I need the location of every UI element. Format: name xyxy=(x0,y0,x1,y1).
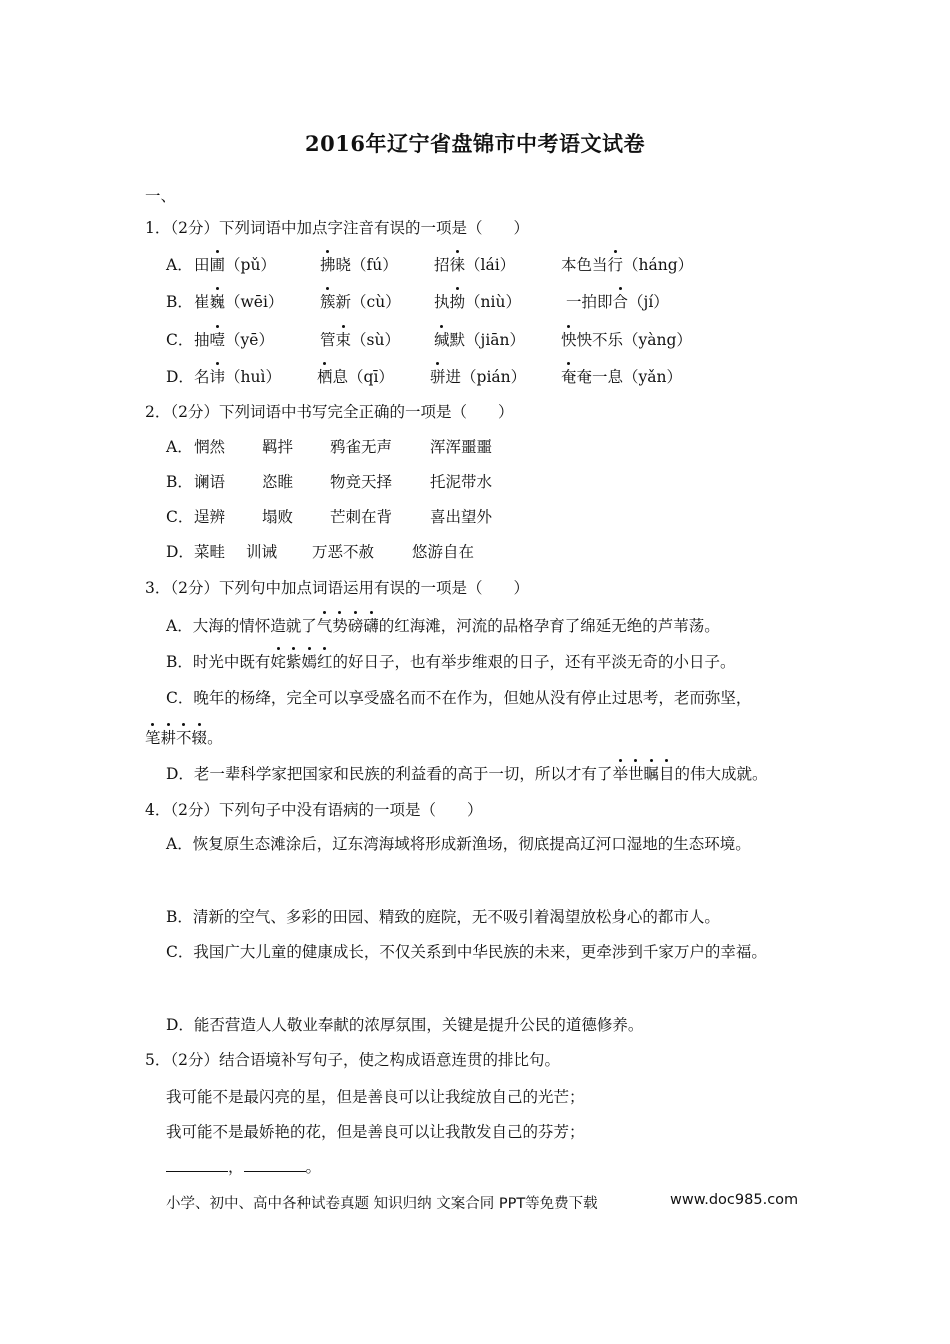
q3-a-pre: A．大海的情怀造就了 xyxy=(166,617,317,635)
q3-b-post: 的好日子，也有举步维艰的日子，还有平淡无奇的小日子。 xyxy=(332,653,736,671)
q1-option-c-word3: 缄默（jiān） xyxy=(434,331,526,349)
q1-option-b-word4: 一拍即合（jí） xyxy=(566,293,669,311)
section-heading: 一、 xyxy=(145,187,177,205)
q3-c-post: 。 xyxy=(207,729,223,747)
q3-option-c-continued xyxy=(145,728,223,748)
q2-option-a-word4: 浑浑噩噩 xyxy=(430,438,493,456)
q4-option-b: B．清新的空气、多彩的田园、精致的庭院，无不吸引着渴望放松身心的都市人。 xyxy=(166,908,720,926)
q3-d-post: 的伟大成就。 xyxy=(674,765,768,783)
q3-d-pre: D．老一辈科学家把国家和民族的利益看的高于一切，所以才有了 xyxy=(166,765,613,783)
q4-option-a: A．恢复原生态滩涂后，辽东湾海域将形成新渔场，彻底提高辽河口湿地的生态环境。 xyxy=(166,835,751,853)
q5-answer-line xyxy=(166,1157,321,1177)
q3-b-dotted: 姹紫嫣红 xyxy=(270,653,333,671)
q1-option-b-label: B． xyxy=(166,293,193,311)
q3-a-dotted: 气势磅礴 xyxy=(316,617,379,635)
q1-option-a-word3: 招徕（lái） xyxy=(434,256,516,274)
q2-option-d-word1: 菜畦 xyxy=(194,543,226,561)
q3-option-c xyxy=(166,688,751,708)
q2-option-b-word4: 托泥带水 xyxy=(430,473,493,491)
q2-option-d-word4: 悠游自在 xyxy=(412,543,475,561)
q5-blank-1[interactable] xyxy=(166,1157,228,1172)
q1-option-c-word1: 抽噎（yē） xyxy=(194,331,274,349)
q2-option-c-label: C． xyxy=(166,508,194,526)
q2-option-c-word4: 喜出望外 xyxy=(430,508,493,526)
q2-option-b-word1: 谰语 xyxy=(194,473,226,491)
q5-comma: ， xyxy=(228,1158,244,1176)
question-3-stem: 3．（2分）下列句中加点词语运用有误的一项是（ ） xyxy=(145,579,529,597)
q4-option-c: C．我国广大儿童的健康成长，不仅关系到中华民族的未来，更牵涉到千家万户的幸福。 xyxy=(166,943,767,961)
q2-option-a-word2: 羁拌 xyxy=(262,438,294,456)
q2-option-c-word2: 塌败 xyxy=(262,508,294,526)
q1-option-a-word1: 田圃（pǔ） xyxy=(194,256,276,274)
q3-option-a xyxy=(166,616,720,636)
q1-option-c-label: C． xyxy=(166,331,194,349)
page-title: 2016年辽宁省盘锦市中考语文试卷 xyxy=(305,131,645,156)
question-4-stem: 4．（2分）下列句子中没有语病的一项是（ ） xyxy=(145,801,483,819)
q1-option-d-word2: 栖息（qī） xyxy=(317,368,394,386)
q2-option-a-word3: 鸦雀无声 xyxy=(330,438,393,456)
q1-option-b-word2: 簇新（cù） xyxy=(320,293,401,311)
q1-option-a-label: A． xyxy=(166,256,193,274)
q2-option-c-word1: 逞辨 xyxy=(194,508,226,526)
q2-option-d-label: D． xyxy=(166,543,194,561)
question-5-stem: 5．（2分）结合语境补写句子，使之构成语意连贯的排比句。 xyxy=(145,1051,560,1069)
footer-site-link[interactable]: www.doc985.com xyxy=(670,1192,799,1208)
footer xyxy=(166,1192,799,1213)
q1-option-b-word3: 执拗（niù） xyxy=(434,293,521,311)
q3-b-pre: B．时光中既有 xyxy=(166,653,271,671)
q3-a-post: 的红海滩，河流的品格孕育了绵延无绝的芦苇荡。 xyxy=(378,617,720,635)
q1-option-d-word4: 奄奄一息（yǎn） xyxy=(561,368,682,386)
q5-line-1: 我可能不是最闪亮的星，但是善良可以让我绽放自己的光芒； xyxy=(166,1088,585,1106)
q1-option-a-word4: 本色当行（háng） xyxy=(561,256,694,274)
q1-option-b-word1: 崔巍（wēi） xyxy=(194,293,284,311)
q3-option-d xyxy=(166,764,768,784)
q1-option-c-word4: 怏怏不乐（yàng） xyxy=(561,331,692,349)
footer-text: 小学、初中、高中各种试卷真题 知识归纳 文案合同 PPT等免费下载 xyxy=(166,1196,598,1212)
question-2-stem: 2．（2分）下列词语中书写完全正确的一项是（ ） xyxy=(145,403,514,421)
q1-option-d-word1: 名讳（huì） xyxy=(194,368,281,386)
q1-option-d-word3: 骈进（pián） xyxy=(430,368,527,386)
q2-option-b-word3: 物竞天择 xyxy=(330,473,393,491)
q2-option-c-word3: 芒刺在背 xyxy=(330,508,393,526)
q2-option-d-word2: 训诫 xyxy=(246,543,278,561)
q3-c-dotted: 笔耕不辍 xyxy=(145,729,208,747)
q3-d-dotted: 举世瞩目 xyxy=(612,765,675,783)
q2-option-b-word2: 恣睢 xyxy=(262,473,294,491)
q4-option-d: D．能否营造人人敬业奉献的浓厚氛围，关键是提升公民的道德修养。 xyxy=(166,1016,644,1034)
q1-option-d-label: D． xyxy=(166,368,194,386)
q5-blank-2[interactable] xyxy=(244,1157,306,1172)
q2-option-b-label: B． xyxy=(166,473,193,491)
q1-option-c-word2: 管束（sù） xyxy=(320,331,400,349)
q5-line-2: 我可能不是最娇艳的花，但是善良可以让我散发自己的芬芳； xyxy=(166,1123,585,1141)
q3-c-pre: C．晚年的杨绛，完全可以享受盛名而不在作为，但她从没有停止过思考，老而弥坚， xyxy=(166,689,752,707)
q2-option-a-word1: 惘然 xyxy=(194,438,226,456)
q2-option-a-label: A． xyxy=(166,438,193,456)
q2-option-d-word3: 万恶不赦 xyxy=(312,543,375,561)
q5-period: 。 xyxy=(305,1158,322,1176)
q3-option-b xyxy=(166,652,735,672)
q1-option-a-word2: 拂晓（fú） xyxy=(320,256,398,274)
question-1-stem: 1．（2分）下列词语中加点字注音有误的一项是（ ） xyxy=(145,219,529,237)
